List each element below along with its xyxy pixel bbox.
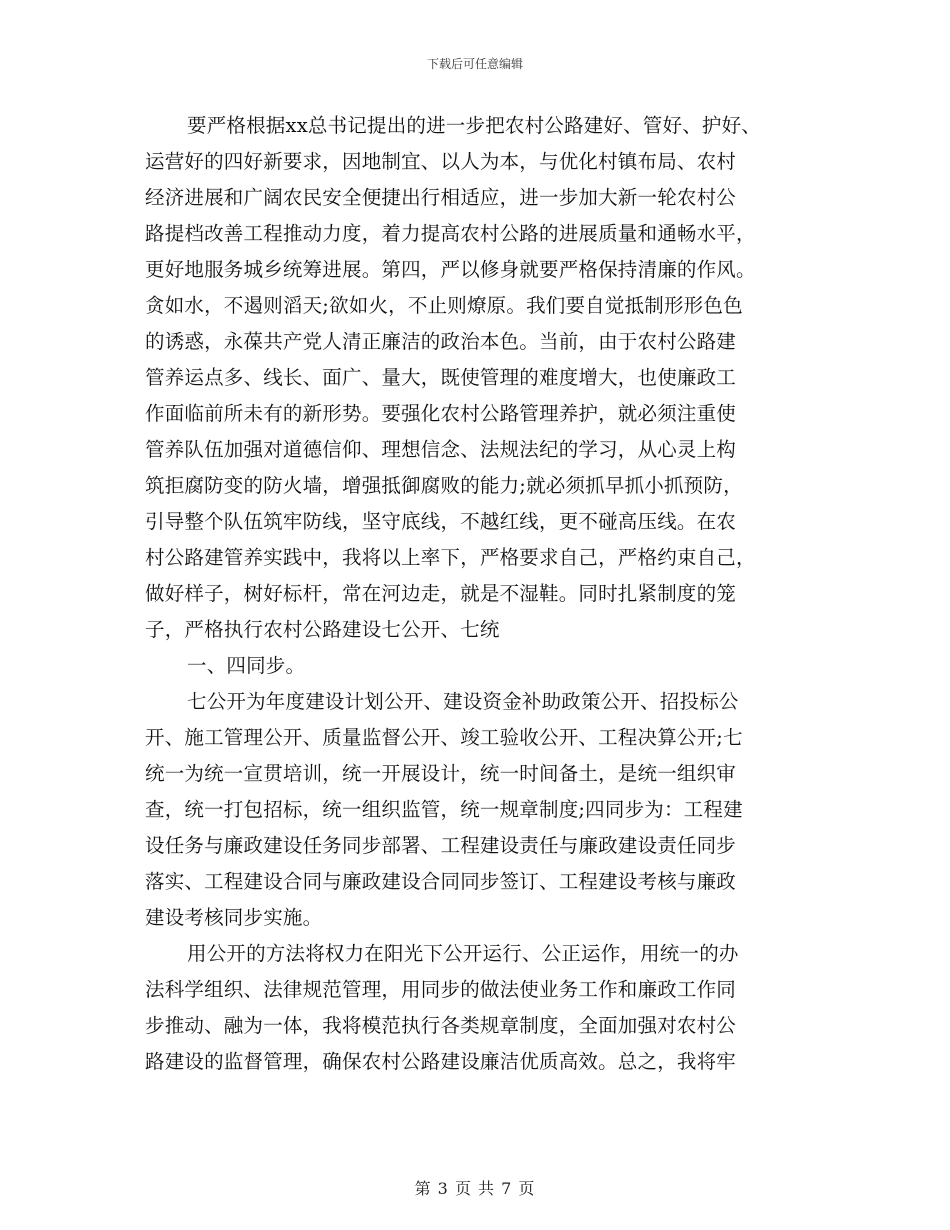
- text-line: 贪如水，不遏则滔天;欲如火，不止则燎原。我们要自觉抵制形形色色: [145, 294, 743, 317]
- text-line: 引导整个队伍筑牢防线，坚守底线，不越红线，更不碰高压线。在农: [145, 510, 737, 533]
- text-line: 运营好的四好新要求，因地制宜、以人为本，与优化村镇布局、农村: [145, 150, 737, 173]
- text-line: 做好样子，树好标杆，常在河边走，就是不湿鞋。同时扎紧制度的笼: [145, 582, 737, 605]
- header-note: 下载后可任意编辑: [426, 57, 523, 71]
- text-line: 落实、工程建设合同与廉政建设合同同步签订、工程建设考核与廉政: [145, 870, 737, 893]
- text-line: 的诱惑，永葆共产党人清正廉洁的政治本色。当前，由于农村公路建: [145, 330, 737, 353]
- text-line: 筑拒腐防变的防火墙，增强抵御腐败的能力;就必须抓早抓小抓预防，: [145, 474, 743, 497]
- text-line: 作面临前所未有的新形势。要强化农村公路管理养护，就必须注重使: [145, 402, 737, 425]
- text-line: 建设考核同步实施。: [145, 906, 323, 929]
- text-line: 一、四同步。: [187, 654, 306, 677]
- text-line: 管养运点多、线长、面广、量大，既使管理的难度增大，也使廉政工: [145, 366, 737, 389]
- text-line: 要严格根据xx总书记提出的进一步把农村公路建好、管好、护好、: [187, 114, 761, 137]
- text-line: 路建设的监督管理，确保农村公路建设廉洁优质高效。总之，我将牢: [145, 1050, 737, 1073]
- document-body: [145, 108, 807, 1080]
- text-line: 法科学组织、法律规范管理，用同步的做法使业务工作和廉政工作同: [145, 978, 737, 1001]
- text-line: 村公路建管养实践中，我将以上率下，严格要求自己，严格约束自己，: [145, 546, 756, 569]
- text-line: 查，统一打包招标，统一组织监管，统一规章制度;四同步为：工程建: [145, 798, 743, 821]
- text-line: 更好地服务城乡统筹进展。第四，严以修身就要严格保持清廉的作风。: [145, 258, 756, 281]
- text-line: 设任务与廉政建设任务同步部署、工程建设责任与廉政建设责任同步: [145, 834, 737, 857]
- page-indicator: 第 3 页 共 7 页: [414, 1179, 536, 1198]
- text-line: 步推动、融为一体，我将模范执行各类规章制度，全面加强对农村公: [145, 1014, 737, 1037]
- text-line: 子，严格执行农村公路建设七公开、七统: [145, 618, 500, 641]
- text-line: 统一为统一宣贯培训，统一开展设计，统一时间备土，是统一组织审: [145, 762, 737, 785]
- text-line: 七公开为年度建设计划公开、建设资金补助政策公开、招投标公: [187, 690, 739, 713]
- text-line: 路提档改善工程推动力度，着力提高农村公路的进展质量和通畅水平，: [145, 222, 756, 245]
- text-line: 用公开的方法将权力在阳光下公开运行、公正运作，用统一的办: [187, 942, 739, 965]
- text-line: 管养队伍加强对道德信仰、理想信念、法规法纪的学习，从心灵上构: [145, 438, 737, 461]
- text-line: 经济进展和广阔农民安全便捷出行相适应，进一步加大新一轮农村公: [145, 186, 737, 209]
- text-line: 开、施工管理公开、质量监督公开、竣工验收公开、工程决算公开;七: [145, 726, 743, 749]
